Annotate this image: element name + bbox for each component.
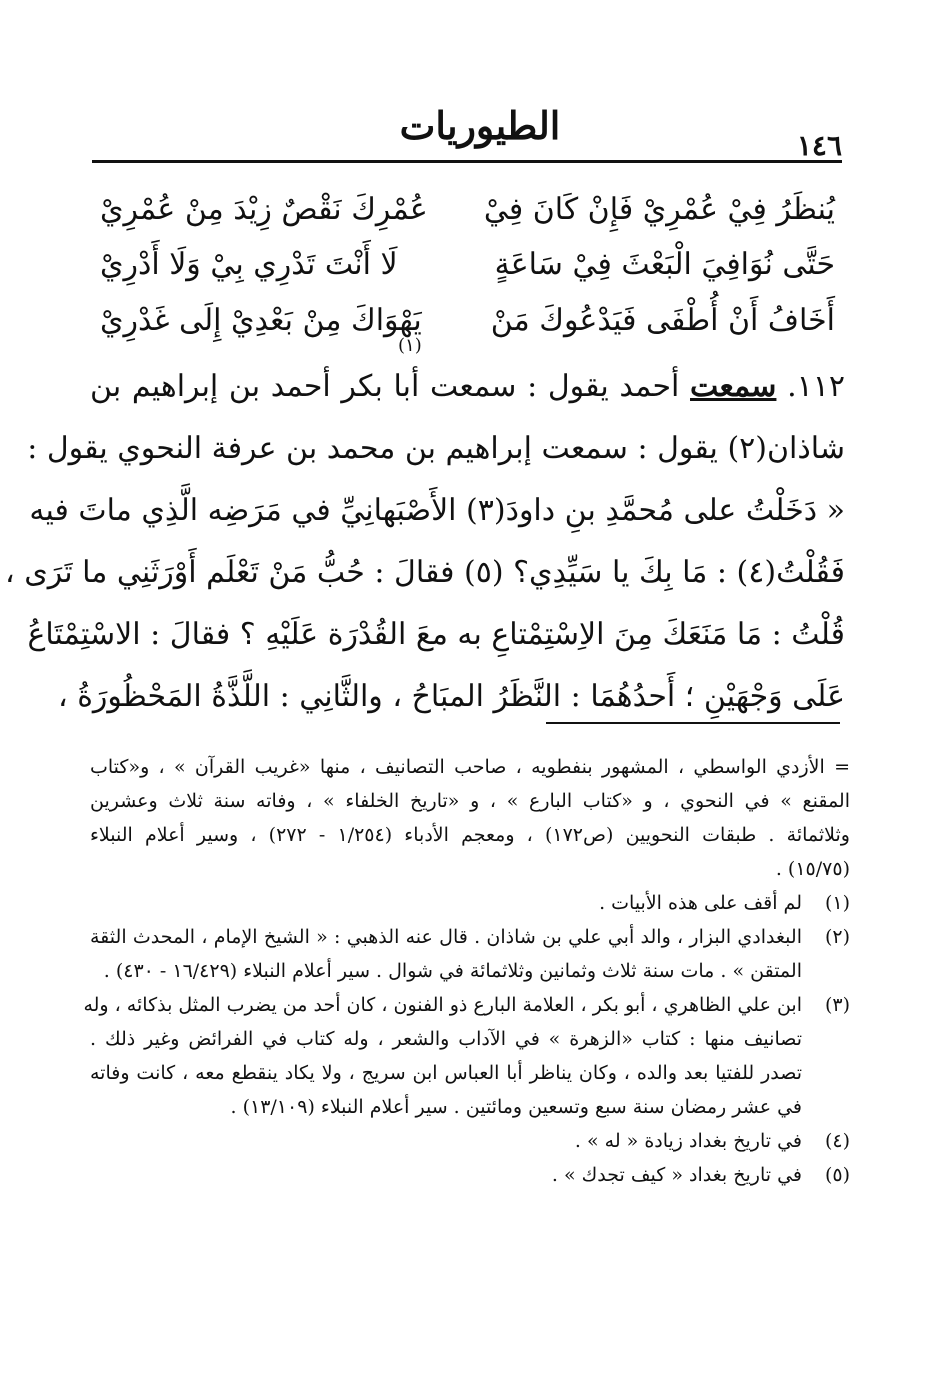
narration-line-2: شاذان(٢) يقول : سمعت إبراهيم بن محمد بن عرفة النحوي يقول : — [27, 431, 845, 466]
footnotes — [83, 750, 850, 1192]
verse-3-second-text: يَهْوَاكَ مِنْ بَعْدِيْ إِلَى غَدْرِيْ — [100, 303, 422, 338]
running-title: الطيوريات — [399, 103, 561, 148]
narration-line-4: فَقُلْتُ(٤) : مَا بِكَ يا سَيِّدِي؟ (٥) فقالَ : حُبُّ مَنْ تَعْلَم أَوْرَثَنِي ما تَرَى ، — [5, 555, 845, 590]
narration-keyword: سمعت — [690, 369, 777, 404]
verse-2-first-hemistich: حَتَّى نُوَافِيَ الْبَعْثَ فِيْ سَاعَةٍ — [494, 247, 835, 282]
footnote-2 — [90, 920, 850, 988]
footnote-line: في عشر رمضان سنة سبع وتسعين ومائتين . سير أعلام النبلاء (١٣/١٠٩) . — [230, 1096, 802, 1118]
footnote-line: لم أقف على هذه الأبيات . — [599, 892, 802, 914]
verse-3-first-hemistich: أَخَافُ أَنْ أُطْفَى فَيَدْعُوكَ مَنْ — [490, 303, 835, 338]
narration-line-6: عَلَى وَجْهَيْنِ ؛ أَحدُهُمَا : النَّظَرُ المبَاحُ ، والثَّانِي : اللَّذَّةُ المَحْظُورَةُ ، — [57, 679, 845, 714]
footnote-line: في تاريخ بغداد « كيف تجدك » . — [551, 1164, 802, 1186]
footnote-4 — [90, 1124, 850, 1158]
footnote-line: تصدر للفتيا بعد والده ، وكان يناظر أبا العباس ابن سريج ، ولا يكاد ينقطع معه ، كانت وفاته — [90, 1062, 802, 1084]
footnote-line: المتقن » . مات سنة ثلاث وثمانين وثلاثمائة في شوال . سير أعلام النبلاء (١٦/٤٢٩ - ٤٣٠) . — [103, 960, 802, 982]
page-number: ١٤٦ — [796, 129, 842, 162]
verse-2-second-hemistich: لَا أَنْتَ تَدْرِي بِيْ وَلَا أَدْرِيْ — [100, 247, 398, 282]
narration-line-1-text: أحمد يقول : سمعت أبا بكر أحمد بن إبراهيم بن — [90, 369, 680, 404]
footnote-number: (٥) — [824, 1164, 850, 1186]
footnote-continuation-line: = الأزدي الواسطي ، المشهور بنفطويه ، صاحب التصانيف ، منها «غريب القرآن » ، و«كتاب — [90, 756, 850, 778]
narration-line-3: « دَخَلْتُ على مُحمَّدِ بنِ داودَ(٣) الأَصْبَهانِيِّ في مَرَضِه الَّذِي ماتَ فيه — [29, 493, 845, 528]
footnote-continuation-line: (١٥/٧٥) . — [775, 858, 850, 880]
poem-verse-2 — [100, 240, 835, 290]
footnote-1 — [90, 886, 850, 920]
footnote-line: البغدادي البزار ، والد أبي علي بن شاذان . قال عنه الذهبي : « الشيخ الإمام ، المحدث الثقة — [90, 926, 802, 948]
footnote-5 — [90, 1158, 850, 1192]
footnote-3 — [83, 988, 850, 1124]
footnote-rule — [546, 722, 840, 724]
footnote-line: تصانيف منها : كتاب «الزهرة » في الآداب والشعر ، وله كتاب في الفرائض وغير ذلك . — [90, 1028, 802, 1050]
narration-number: ١١٢. — [787, 369, 845, 404]
footnote-continuation-line: المقنع » في النحوي ، و «كتاب البارع » ، و «تاريخ الخلفاء » ، وفاته سنة ثلاث وعشرين — [90, 790, 850, 812]
poem-verse-1 — [100, 185, 835, 235]
footnote-number: (٣) — [824, 994, 850, 1016]
verse-1-first-hemistich: يُنظَرُ فِيْ عُمْرِيْ فَإِنْ كَانَ فِيْ — [483, 192, 835, 227]
footnote-line: في تاريخ بغداد زيادة « له » . — [574, 1130, 802, 1152]
narration-line-5: قُلْتُ : مَا مَنَعَكَ مِنَ الاِسْتِمْتاعِ به معَ القُدْرَة عَلَيْهِ ؟ فقالَ : الاسْتِمْتَاعُ — [27, 617, 845, 652]
footnote-number: (١) — [824, 892, 850, 914]
footnote-continuation — [90, 750, 850, 886]
header-rule — [92, 160, 842, 163]
narration-line-1 — [90, 356, 845, 418]
verse-3-second-hemistich: يَهْوَاكَ مِنْ بَعْدِيْ إِلَى غَدْرِيْ (١) — [100, 296, 422, 346]
footnote-line: ابن علي الظاهري ، أبو بكر ، العلامة البارع ذو الفنون ، كان أحد من يضرب المثل بذكائه ، وله — [83, 994, 802, 1016]
footnote-continuation-line: وثلاثمائة . طبقات النحويين (ص١٧٢) ، ومعجم الأدباء (١/٢٥٤ - ٢٧٢) ، وسير أعلام النبلاء — [90, 824, 850, 846]
footnote-number: (٢) — [824, 926, 850, 948]
narration-block — [5, 356, 845, 728]
footnote-number: (٤) — [824, 1130, 850, 1152]
verse-1-second-hemistich: عُمْرِكَ نَقْصٌ زِيْدَ مِنْ عُمْرِيْ — [100, 192, 428, 227]
poem-verse-3 — [100, 296, 835, 356]
